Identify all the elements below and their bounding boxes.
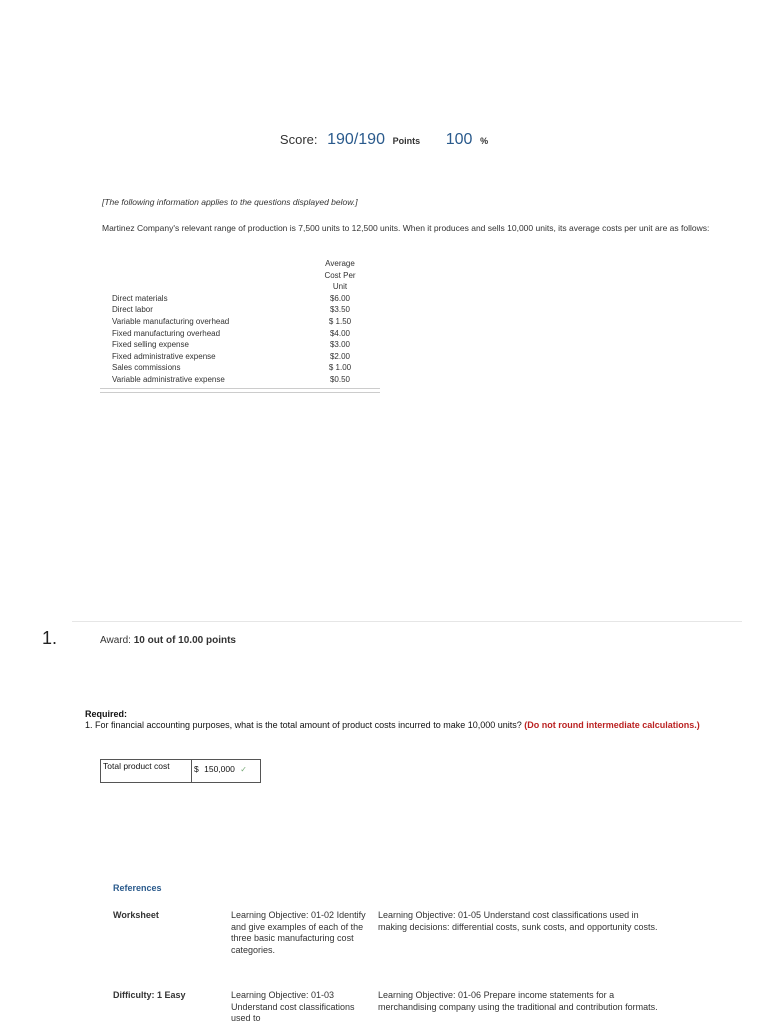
cost-amount: $ 1.50 (328, 316, 352, 326)
cost-amount: $6.00 (329, 293, 351, 303)
score-value: 190/190 (327, 131, 385, 148)
column-header: Cost Per (324, 270, 356, 280)
question-number: 1. (42, 628, 58, 648)
table-row (100, 304, 380, 316)
cost-name: Variable manufacturing overhead (112, 316, 230, 326)
award-line (100, 635, 236, 646)
column-header: Unit (332, 282, 348, 292)
percent-unit: % (480, 136, 489, 146)
cost-name: Sales commissions (112, 363, 181, 373)
rounding-note: (Do not round intermediate calculations.) (524, 720, 700, 730)
award-prefix: Award: (100, 635, 131, 646)
cost-name: Fixed administrative expense (112, 351, 216, 361)
cost-amount: $2.00 (329, 351, 351, 361)
cost-table-header-row (100, 258, 380, 270)
learning-objective: Learning Objective: 01-02 Identify and give examples of each of the three basic manufacturing cost categories. (231, 910, 366, 955)
score-percent: 100 (445, 131, 473, 148)
score-bar (0, 131, 768, 149)
table-row (100, 362, 380, 374)
learning-objective: Learning Objective: 01-06 Prepare income statements for a merchandising company using the traditional and contribution formats. (378, 990, 658, 1012)
correct-check-icon: ✓ (240, 765, 247, 774)
cost-name: Fixed manufacturing overhead (112, 328, 221, 338)
cost-amount: $3.00 (329, 340, 351, 350)
points-label: Points (392, 136, 421, 146)
section-divider (72, 621, 742, 622)
cost-amount: $3.50 (329, 305, 351, 315)
answer-value: 150,000 (204, 764, 235, 774)
table-row (100, 328, 380, 340)
cost-name: Direct materials (112, 293, 168, 303)
learning-objective: Learning Objective: 01-03 Understand cost classifications used to (231, 990, 355, 1023)
cost-amount: $ 1.00 (328, 363, 352, 373)
table-row (100, 351, 380, 363)
answer-field[interactable] (192, 760, 261, 783)
cost-name: Fixed selling expense (112, 340, 189, 350)
required-text-block (85, 720, 735, 731)
cost-name: Direct labor (112, 305, 153, 315)
cost-table (100, 258, 380, 393)
answer-label: Total product cost (101, 760, 192, 783)
cost-amount: $0.50 (300, 374, 380, 388)
required-question: 1. For financial accounting purposes, what is the total amount of product costs incurred to make 10,000 units? (85, 720, 522, 730)
column-header: Average (325, 259, 355, 268)
references-heading[interactable]: References (113, 883, 162, 893)
award-value: 10 out of 10.00 points (133, 635, 236, 646)
table-row (100, 316, 380, 328)
required-label: Required: (85, 709, 128, 719)
problem-paragraph: Martinez Company's relevant range of production is 7,500 units to 12,500 units. When it produces and sells 10,000 units, its average costs per unit are as follows: (102, 223, 710, 233)
table-row (100, 339, 380, 351)
answer-row (101, 760, 261, 783)
answer-table (100, 759, 261, 783)
reference-label-worksheet: Worksheet (113, 910, 159, 920)
cost-name: Variable administrative expense (100, 374, 300, 388)
intro-note: [The following information applies to the questions displayed below.] (102, 197, 358, 207)
answer-currency: $ (194, 764, 199, 774)
cost-amount: $4.00 (329, 328, 351, 338)
table-bottom-rule (100, 388, 380, 392)
table-row (100, 374, 380, 388)
score-label: Score: (279, 132, 318, 147)
reference-label-difficulty: Difficulty: 1 Easy (113, 990, 186, 1000)
table-row (100, 293, 380, 305)
learning-objective: Learning Objective: 01-05 Understand cost classifications used in making decisions: differential costs, sunk costs, and opportunity costs. (378, 910, 658, 932)
